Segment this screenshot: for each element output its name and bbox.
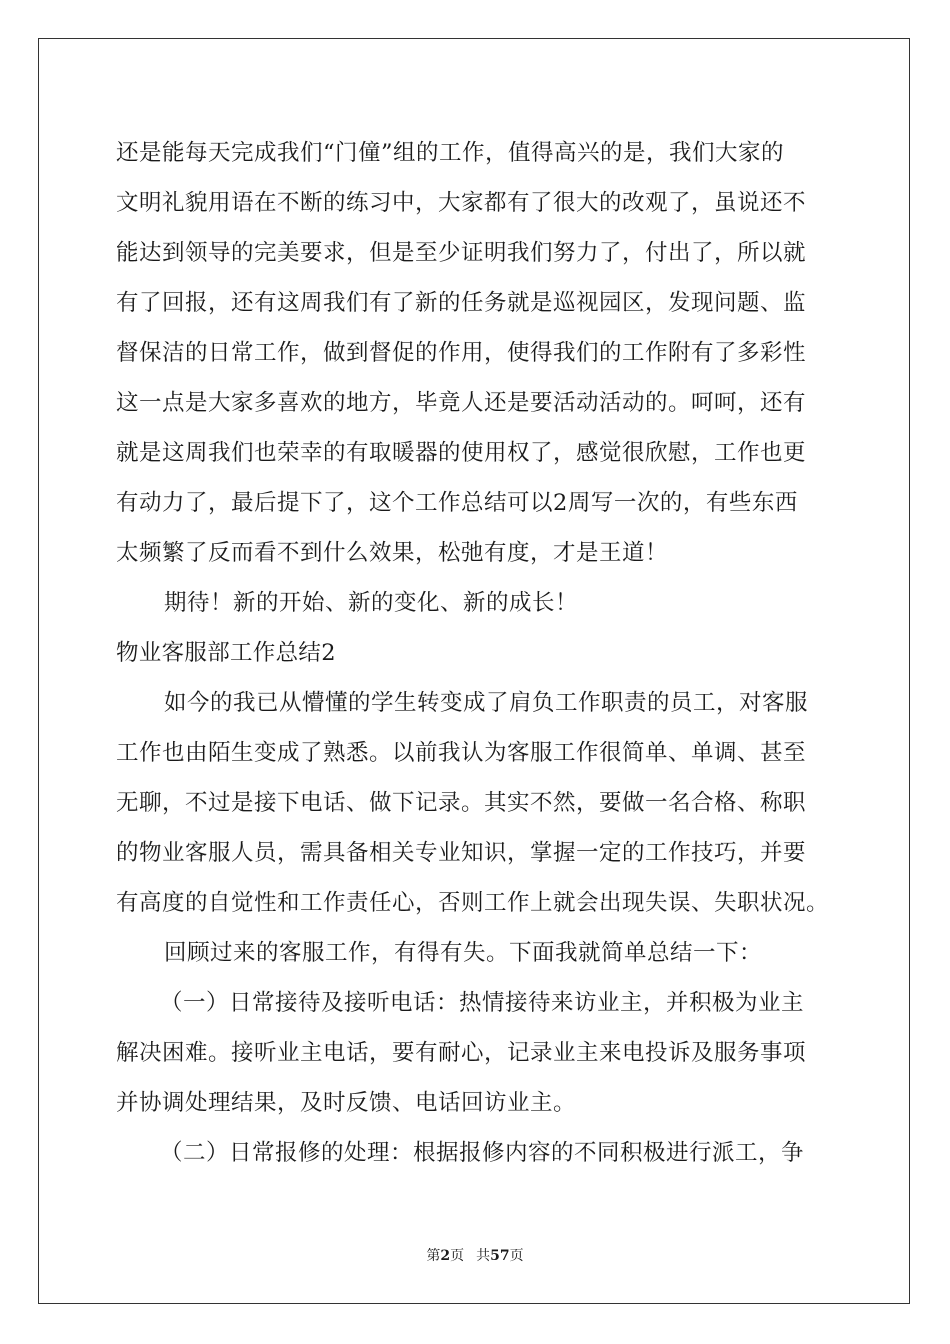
text-line: 并协调处理结果，及时反馈、电话回访业主。 <box>116 1090 577 1116</box>
text-line: 有动力了，最后提下了，这个工作总结可以2周写一次的，有些东西 <box>116 490 798 516</box>
text-line: 就是这周我们也荣幸的有取暖器的使用权了，感觉很欣慰，工作也更 <box>116 440 807 466</box>
text-line: 回顾过来的客服工作，有得有失。下面我就简单总结一下： <box>164 940 763 966</box>
text-line: 文明礼貌用语在不断的练习中，大家都有了很大的改观了，虽说还不 <box>116 190 807 216</box>
footer-total-suffix: 页 <box>509 1248 524 1264</box>
text-line: 督保洁的日常工作，做到督促的作用，使得我们的工作附有了多彩性 <box>116 340 807 366</box>
text-line: 有了回报，还有这周我们有了新的任务就是巡视园区，发现问题、监 <box>116 290 807 316</box>
text-line: 期待！新的开始、新的变化、新的成长！ <box>164 590 579 616</box>
footer-page-number: 2 <box>440 1248 451 1264</box>
text-line: 如今的我已从懵懂的学生转变成了肩负工作职责的员工，对客服 <box>164 690 809 716</box>
text-line: 解决困难。接听业主电话，要有耐心，记录业主来电投诉及服务事项 <box>116 1040 807 1066</box>
footer-page-suffix: 页 <box>450 1248 465 1264</box>
text-line: 的物业客服人员，需具备相关专业知识，掌握一定的工作技巧，并要 <box>116 840 807 866</box>
section-heading: 物业客服部工作总结2 <box>116 640 336 666</box>
text-line: 这一点是大家多喜欢的地方，毕竟人还是要活动活动的。呵呵，还有 <box>116 390 807 416</box>
text-line: 工作也由陌生变成了熟悉。以前我认为客服工作很简单、单调、甚至 <box>116 740 807 766</box>
footer-total-prefix: 共 <box>476 1248 491 1264</box>
text-line: 能达到领导的完美要求，但是至少证明我们努力了，付出了，所以就 <box>116 240 807 266</box>
footer-prefix: 第 <box>426 1248 441 1264</box>
footer-total-pages: 57 <box>490 1248 510 1264</box>
text-line: （一）日常接待及接听电话：热情接待来访业主，并积极为业主 <box>160 990 805 1016</box>
text-line: （二）日常报修的处理：根据报修内容的不同积极进行派工，争 <box>160 1140 805 1166</box>
document-body <box>116 128 846 1178</box>
text-line: 太频繁了反而看不到什么效果，松弛有度，才是王道！ <box>116 540 669 566</box>
text-line: 还是能每天完成我们“门僮”组的工作，值得高兴的是，我们大家的 <box>116 140 785 166</box>
text-line: 无聊，不过是接下电话、做下记录。其实不然，要做一名合格、称职 <box>116 790 807 816</box>
page-footer <box>0 1245 950 1265</box>
text-line: 有高度的自觉性和工作责任心，否则工作上就会出现失误、失职状况。 <box>116 890 830 916</box>
